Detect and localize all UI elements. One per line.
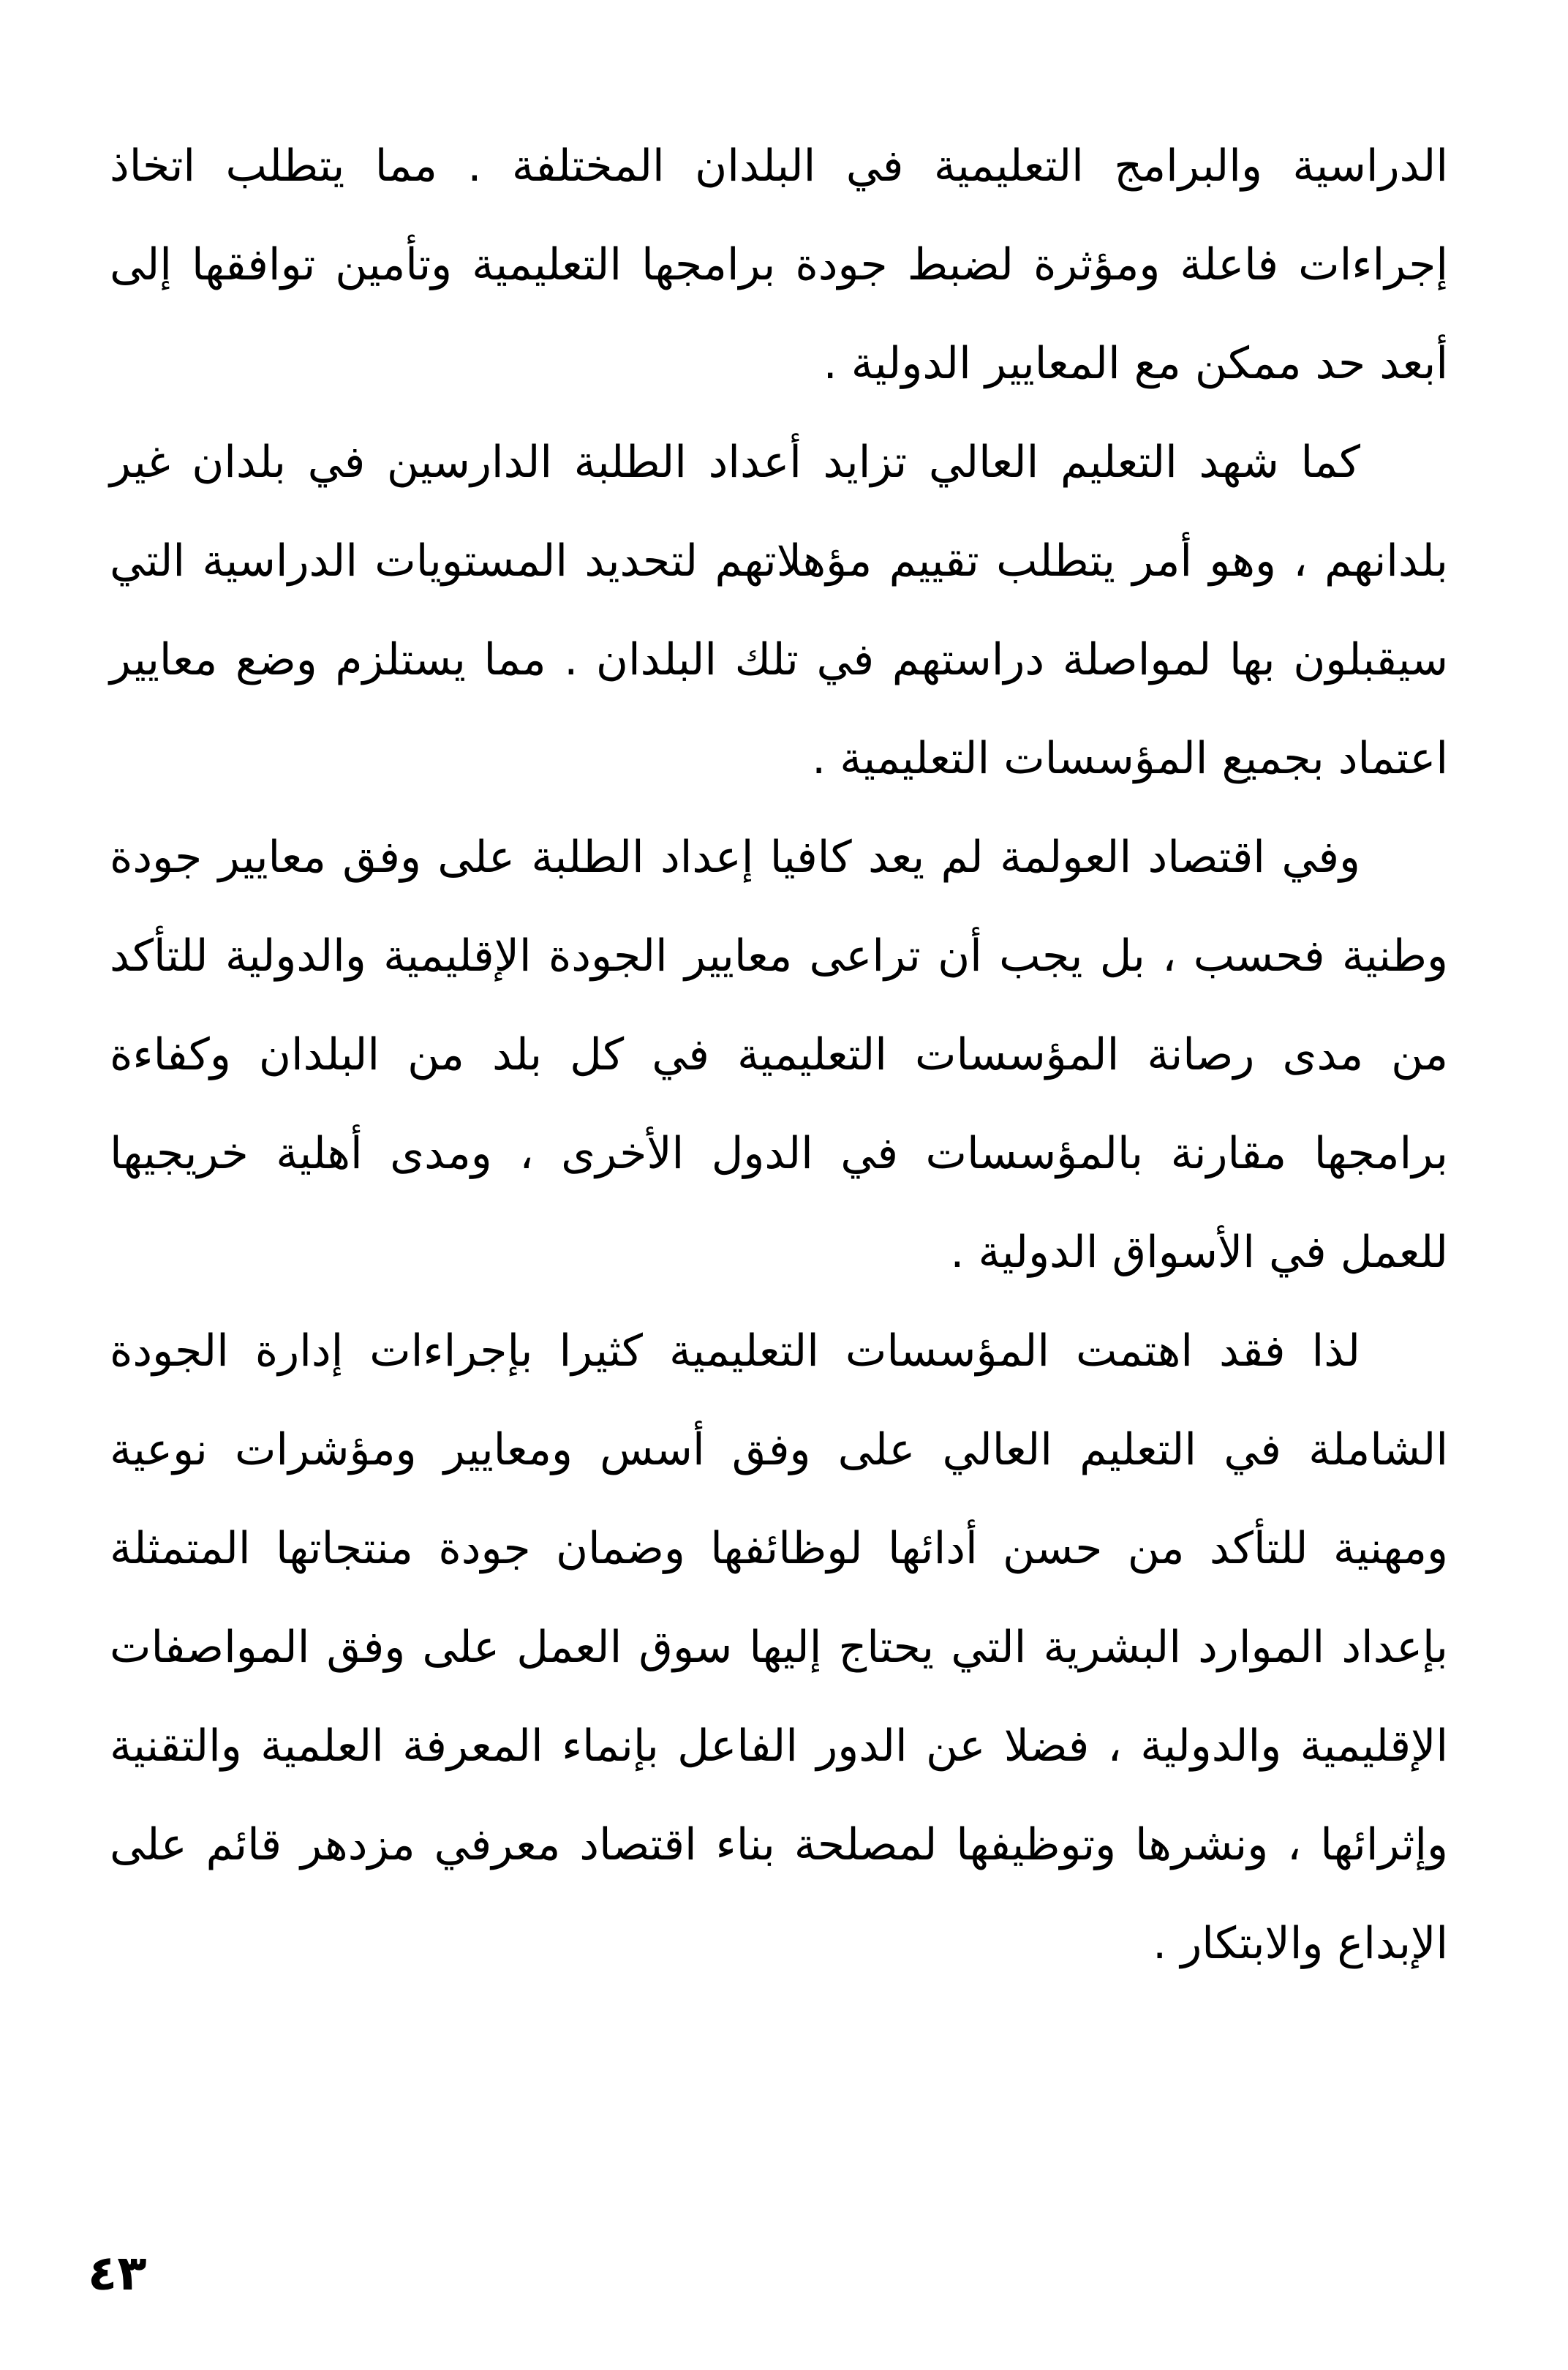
- paragraph-4: لذا فقد اهتمت المؤسسات التعليمية كثيرا بإجراءات إدارة الجودة الشاملة في التعليم العالي على وفق أسس ومعايير ومؤشرات نوعية ومهنية للتأكد من حسن أدائها لوظائفها وضمان جودة منتجاتها المتمثلة بإعداد الموارد البشرية التي يحتاج إليها سوق العمل على وفق المواصفات الإقليمية والدولية ، فضلا عن الدور الفاعل بإنماء المعرفة العلمية والتقنية وإثرائها ، ونشرها وتوظيفها لمصلحة بناء اقتصاد معرفي مزدهر قائم على الإبداع والابتكار .: [110, 1325, 1448, 1969]
- paragraph-2: كما شهد التعليم العالي تزايد أعداد الطلبة الدارسين في بلدان غير بلدانهم ، وهو أمر يتطلب تقييم مؤهلاتهم لتحديد المستويات الدراسية التي سيقبلون بها لمواصلة دراستهم في تلك البلدان . مما يستلزم وضع معايير اعتماد بجميع المؤسسات التعليمية .: [110, 437, 1448, 784]
- paragraph-3: وفي اقتصاد العولمة لم يعد كافيا إعداد الطلبة على وفق معايير جودة وطنية فحسب ، بل يجب أن تراعى معايير الجودة الإقليمية والدولية للتأكد من مدى رصانة المؤسسات التعليمية في كل بلد من البلدان وكفاءة برامجها مقارنة بالمؤسسات في الدول الأخرى ، ومدى أهلية خريجيها للعمل في الأسواق الدولية .: [110, 832, 1448, 1278]
- page-number: ٤٣: [88, 2245, 147, 2301]
- body-text: [110, 117, 1448, 1993]
- paragraph-1: الدراسية والبرامج التعليمية في البلدان المختلفة . مما يتطلب اتخاذ إجراءات فاعلة ومؤثرة لضبط جودة برامجها التعليمية وتأمين توافقها إلى أبعد حد ممكن مع المعايير الدولية .: [110, 140, 1448, 389]
